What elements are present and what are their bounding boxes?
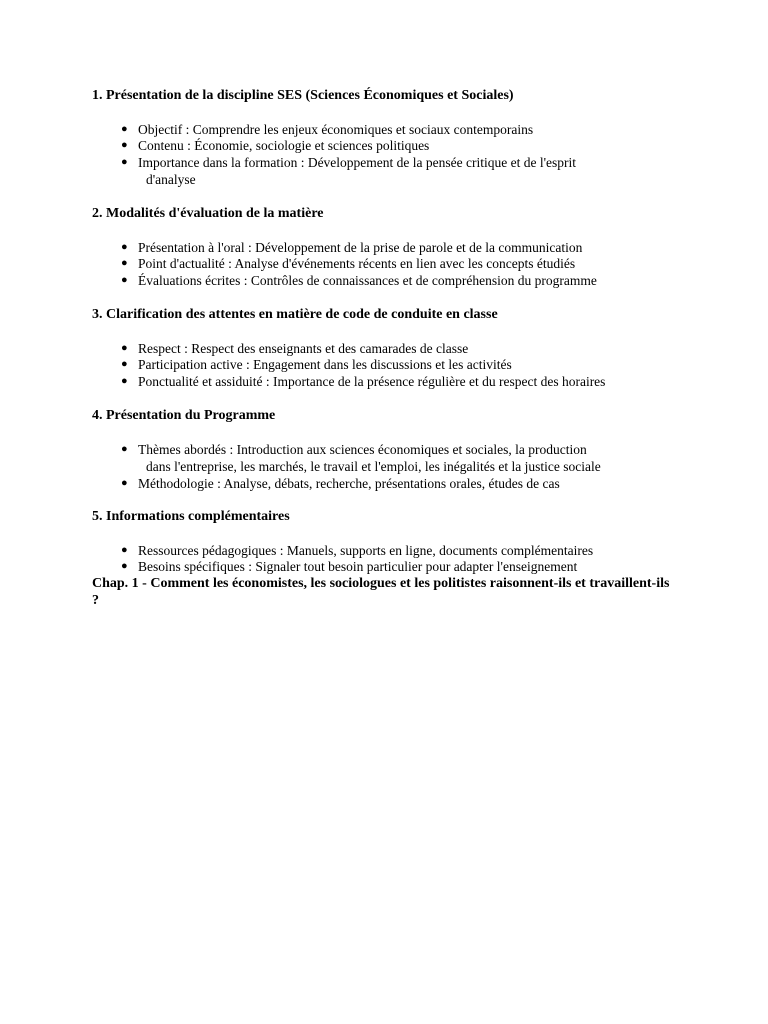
section-3-heading: 3. Clarification des attentes en matière de code de conduite en classe xyxy=(92,307,498,322)
bullet-icon: ● xyxy=(121,241,128,253)
list-item-text: Point d'actualité : Analyse d'événements récents en lien avec les concepts étudiés xyxy=(138,256,576,271)
list-item-text: Participation active : Engagement dans les discussions et les activités xyxy=(138,357,512,372)
list-item xyxy=(121,154,577,188)
section-5-heading: 5. Informations complémentaires xyxy=(92,509,290,524)
section-2-heading: 2. Modalités d'évaluation de la matière xyxy=(92,206,324,221)
list-item xyxy=(121,239,583,256)
list-item-text: Présentation à l'oral : Développement de la prise de parole et de la communication xyxy=(138,240,583,255)
list-item xyxy=(121,356,512,373)
list-item-text: Objectif : Comprendre les enjeux économiques et sociaux contemporains xyxy=(138,122,534,137)
list-item xyxy=(121,272,597,289)
bullet-icon: ● xyxy=(121,139,128,151)
list-item xyxy=(121,475,560,492)
list-item xyxy=(121,441,601,475)
bullet-icon: ● xyxy=(121,443,128,455)
list-item-text: Contenu : Économie, sociologie et sciences politiques xyxy=(138,138,430,153)
bullet-icon: ● xyxy=(121,257,128,269)
list-item-text: Importance dans la formation : Développement de la pensée critique et de l'esprit xyxy=(138,155,577,170)
bullet-icon: ● xyxy=(121,156,128,168)
list-item xyxy=(121,558,578,575)
list-item-continuation: d'analyse xyxy=(146,172,196,187)
bullet-icon: ● xyxy=(121,375,128,387)
bullet-icon: ● xyxy=(121,560,128,572)
list-item-continuation: dans l'entreprise, les marchés, le travail et l'emploi, les inégalités et la justice sociale xyxy=(146,459,601,474)
list-item-text: Thèmes abordés : Introduction aux sciences économiques et sociales, la production xyxy=(138,442,587,457)
list-item-text: Ressources pédagogiques : Manuels, supports en ligne, documents complémentaires xyxy=(138,543,594,558)
bullet-icon: ● xyxy=(121,342,128,354)
bullet-icon: ● xyxy=(121,274,128,286)
list-item-text: Besoins spécifiques : Signaler tout besoin particulier pour adapter l'enseignement xyxy=(138,559,578,574)
list-item xyxy=(121,137,430,154)
list-item xyxy=(121,542,594,559)
list-item xyxy=(121,340,469,357)
list-item-text: Respect : Respect des enseignants et des camarades de classe xyxy=(138,341,469,356)
bullet-icon: ● xyxy=(121,544,128,556)
bullet-icon: ● xyxy=(121,358,128,370)
bullet-icon: ● xyxy=(121,123,128,135)
section-4-heading: 4. Présentation du Programme xyxy=(92,408,276,423)
chapter-title: Chap. 1 - Comment les économistes, les sociologues et les politistes raisonnent-ils et travaillent-ils ? xyxy=(92,576,670,608)
list-item xyxy=(121,373,606,390)
list-item-text: Ponctualité et assiduité : Importance de la présence régulière et du respect des horaires xyxy=(138,374,606,389)
list-item xyxy=(121,121,534,138)
section-1-heading: 1. Présentation de la discipline SES (Sciences Économiques et Sociales) xyxy=(92,88,514,103)
list-item xyxy=(121,255,576,272)
list-item-text: Évaluations écrites : Contrôles de connaissances et de compréhension du programme xyxy=(138,273,597,288)
bullet-icon: ● xyxy=(121,477,128,489)
list-item-text: Méthodologie : Analyse, débats, recherche, présentations orales, études de cas xyxy=(138,476,560,491)
